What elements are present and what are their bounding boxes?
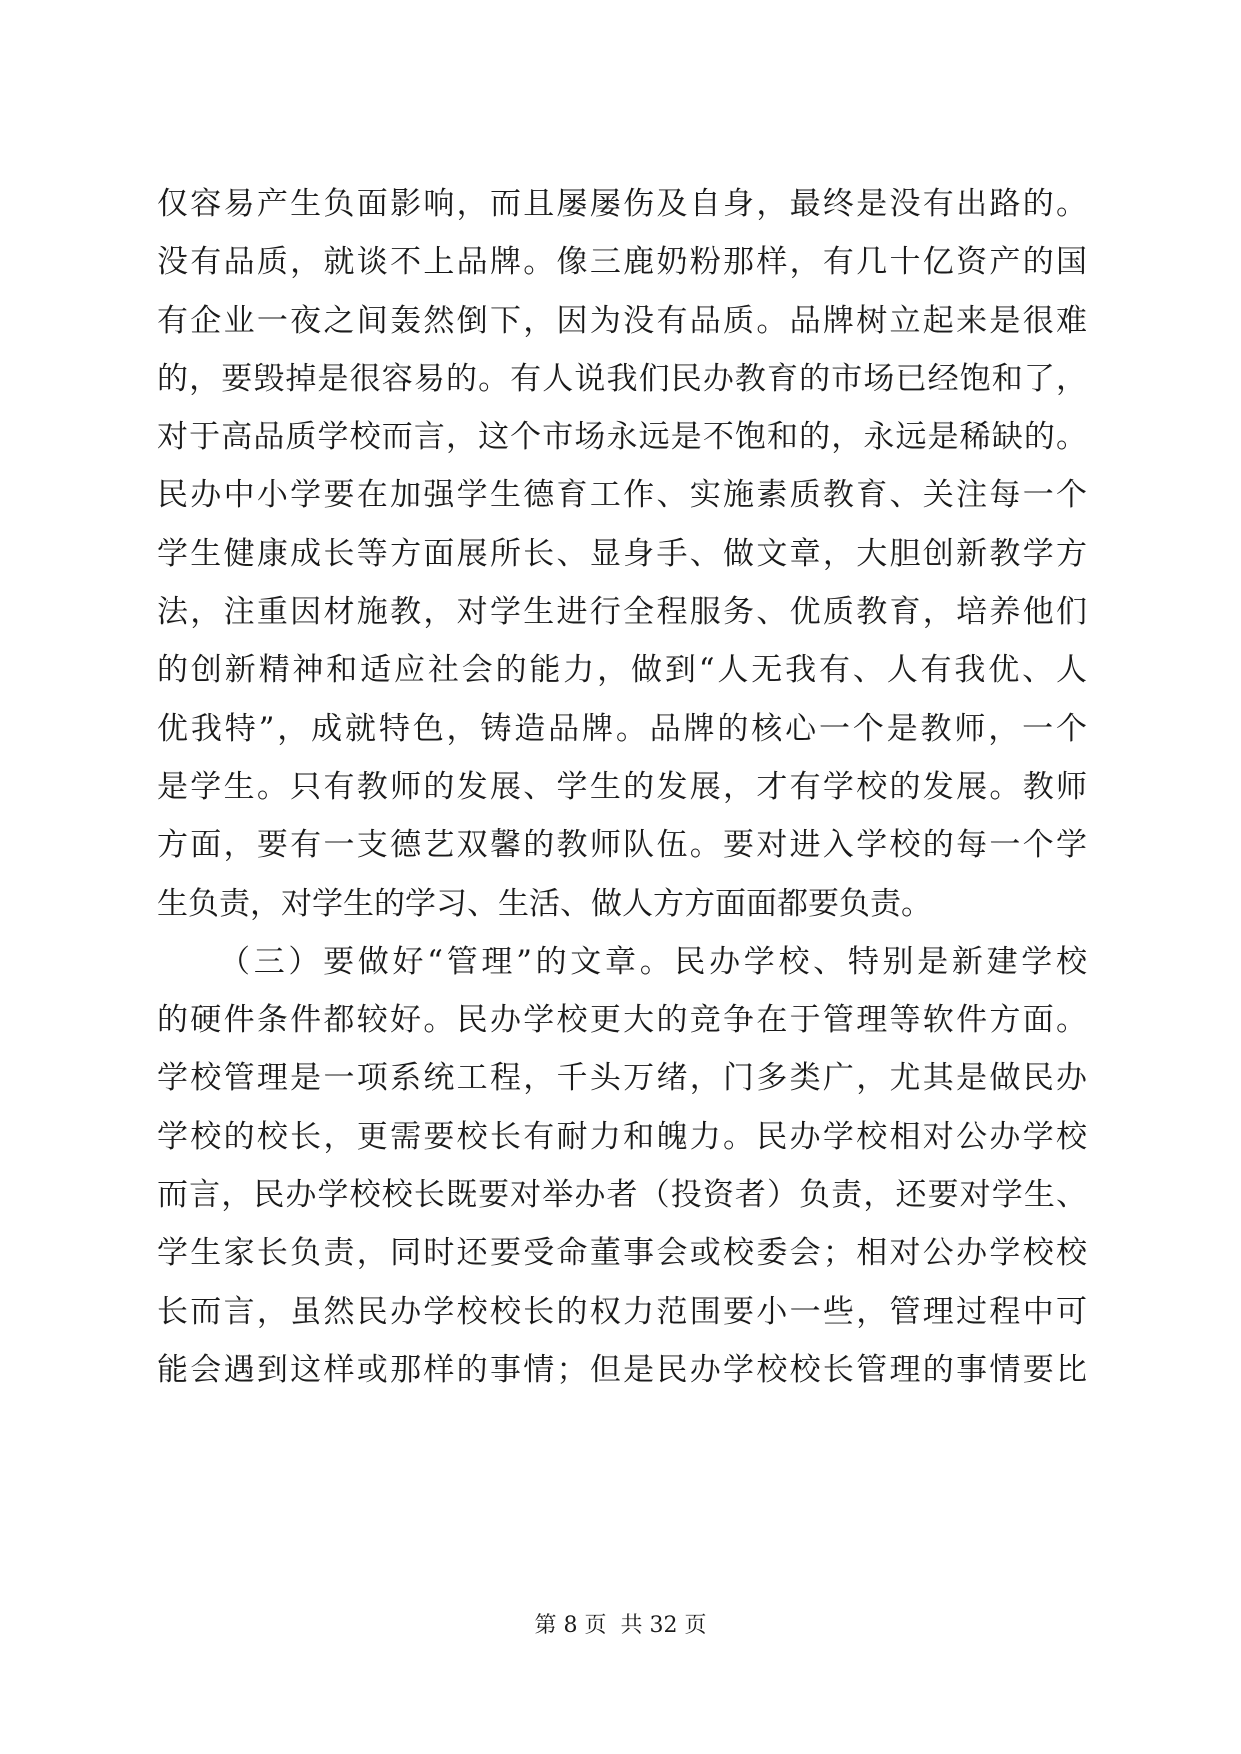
text-line: 学生健康成长等方面展所长、显身手、做文章，大胆创新教学方 <box>157 535 1087 572</box>
text-line: 是学生。只有教师的发展、学生的发展，才有学校的发展。教师 <box>157 768 1087 805</box>
body-text <box>157 175 1087 1399</box>
text-line: 学生家长负责，同时还要受命董事会或校委会；相对公办学校校 <box>157 1235 1087 1272</box>
page-footer <box>0 1612 1241 1640</box>
text-line: 能会遇到这样或那样的事情；但是民办学校校长管理的事情要比 <box>157 1351 1087 1388</box>
text-line: 法，注重因材施教，对学生进行全程服务、优质教育，培养他们 <box>157 594 1087 631</box>
text-line: 方面，要有一支德艺双馨的教师队伍。要对进入学校的每一个学 <box>157 827 1087 864</box>
text-line: 优我特”，成就特色，铸造品牌。品牌的核心一个是教师，一个 <box>157 710 1087 747</box>
text-line: 学校管理是一项系统工程，千头万绪，门多类广，尤其是做民办 <box>157 1060 1087 1097</box>
text-line: 生负责，对学生的学习、生活、做人方方面面都要负责。 <box>157 885 932 922</box>
text-line: 对于高品质学校而言，这个市场永远是不饱和的，永远是稀缺的。 <box>157 419 1087 456</box>
text-line: 的，要毁掉是很容易的。有人说我们民办教育的市场已经饱和了， <box>157 360 1087 397</box>
text-line: 而言，民办学校校长既要对举办者（投资者）负责，还要对学生、 <box>157 1177 1087 1214</box>
text-line: 长而言，虽然民办学校校长的权力范围要小一些，管理过程中可 <box>157 1293 1087 1330</box>
page-number: 第 8 页 共 32 页 <box>534 1613 707 1638</box>
text-line: 的硬件条件都较好。民办学校更大的竞争在于管理等软件方面。 <box>157 1002 1087 1039</box>
text-line: 的创新精神和适应社会的能力，做到“人无我有、人有我优、人 <box>157 652 1087 689</box>
text-line: 有企业一夜之间轰然倒下，因为没有品质。品牌树立起来是很难 <box>157 302 1087 339</box>
text-line: 仅容易产生负面影响，而且屡屡伤及自身，最终是没有出路的。 <box>157 186 1087 222</box>
section-heading-line: （三）要做好“管理”的文章。民办学校、特别是新建学校 <box>219 943 1087 980</box>
text-line: 没有品质，就谈不上品牌。像三鹿奶粉那样，有几十亿资产的国 <box>157 244 1087 281</box>
text-line: 民办中小学要在加强学生德育工作、实施素质教育、关注每一个 <box>157 477 1087 514</box>
text-line: 学校的校长，更需要校长有耐力和魄力。民办学校相对公办学校 <box>157 1118 1087 1155</box>
